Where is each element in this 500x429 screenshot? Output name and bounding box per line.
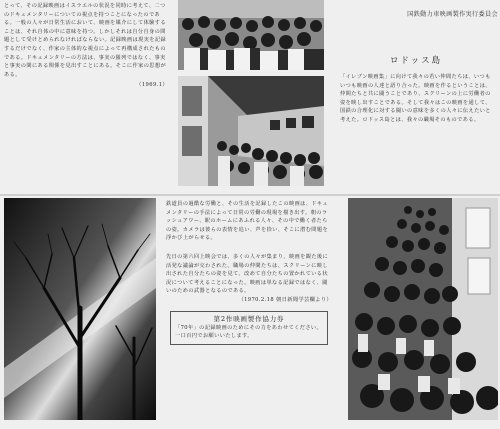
body-text-2: 先日の第六回上映会では、多くの人々が集まり、映画を観た後に活発な議論が交わされた。職場の仲間たちは、スクリーンに映し出された自分たちの姿を見て、改めて自分たちの置かれている状況について考えることになった。映画は単なる記録ではなく、闘いのための武器となるのである。 <box>166 253 329 295</box>
intro-text: 「イレブン映画集」に向けて我々の若い仲間たちは、いつもいつも映画の人達と語り合った。映画を作るということは、仲間たちと共に闘うことであり、スクリーンの上に労働者の姿を映し出すことである。そして我々はこの映画を通して、国鉄の合理化に対する闘いの意味を多くの人々に伝えたいと考えた。ロドッス島とは、我々の職場そのものである。 <box>340 74 491 123</box>
fold-line-horizontal <box>0 194 500 196</box>
essay-date-note: （1969.1） <box>136 82 168 89</box>
top-left-text-panel <box>4 2 168 188</box>
platform-photo <box>178 76 324 186</box>
review-date-note: （1970.2.18 朝日新聞学芸欄より） <box>238 296 332 303</box>
crowd-stairs-photo <box>348 198 498 420</box>
top-right-panel <box>334 2 498 190</box>
notice-title: 第2作映画製作協力券 <box>213 314 285 323</box>
production-notice-box <box>170 311 328 345</box>
section-title: ロドッス島 <box>389 56 443 66</box>
bottom-middle-text-panel <box>166 200 332 422</box>
tree-photo <box>4 198 156 420</box>
committee-name: 国鉄動力車映画製作実行委員会 <box>407 11 498 18</box>
notice-text: 「70年」の記録映画のためにその力をあわせてください。一口百円でお願いいたします。 <box>175 324 323 340</box>
body-text: 鉄道員の過酷な労働と、その生活を記録したこの映画は、ドキュメンタリーの手法によって日常の労働の現場を描き出す。朝のラッシュアワー、駅のホームにあふれる人々、その中で働く者たちの姿。カメラは彼らの表情を追い、声を拾い、そこに潜む問題を浮かび上がらせる。 <box>166 201 329 242</box>
crowd-photo-top <box>178 0 324 70</box>
essay-text: とって、その記録映画はイスラエルの状況を同時に考えて、二つのドキュメンタリーについての視点を持つことになったのである。一般の人々が日常生活において、映画を媒介にして体験することは、それ自体の中に意味を持つ。しかしそれは自分自身の問題として受けとめられなければならない。記録映画は現実を記録するだけでなく、作家の主体的な視点によって再構成されたものである。ドキュメンタリーの方法は、事実の羅列ではなく、事実と事実の間にある関係を見出すことにある。そこに作家の思想がある。 <box>4 3 167 78</box>
